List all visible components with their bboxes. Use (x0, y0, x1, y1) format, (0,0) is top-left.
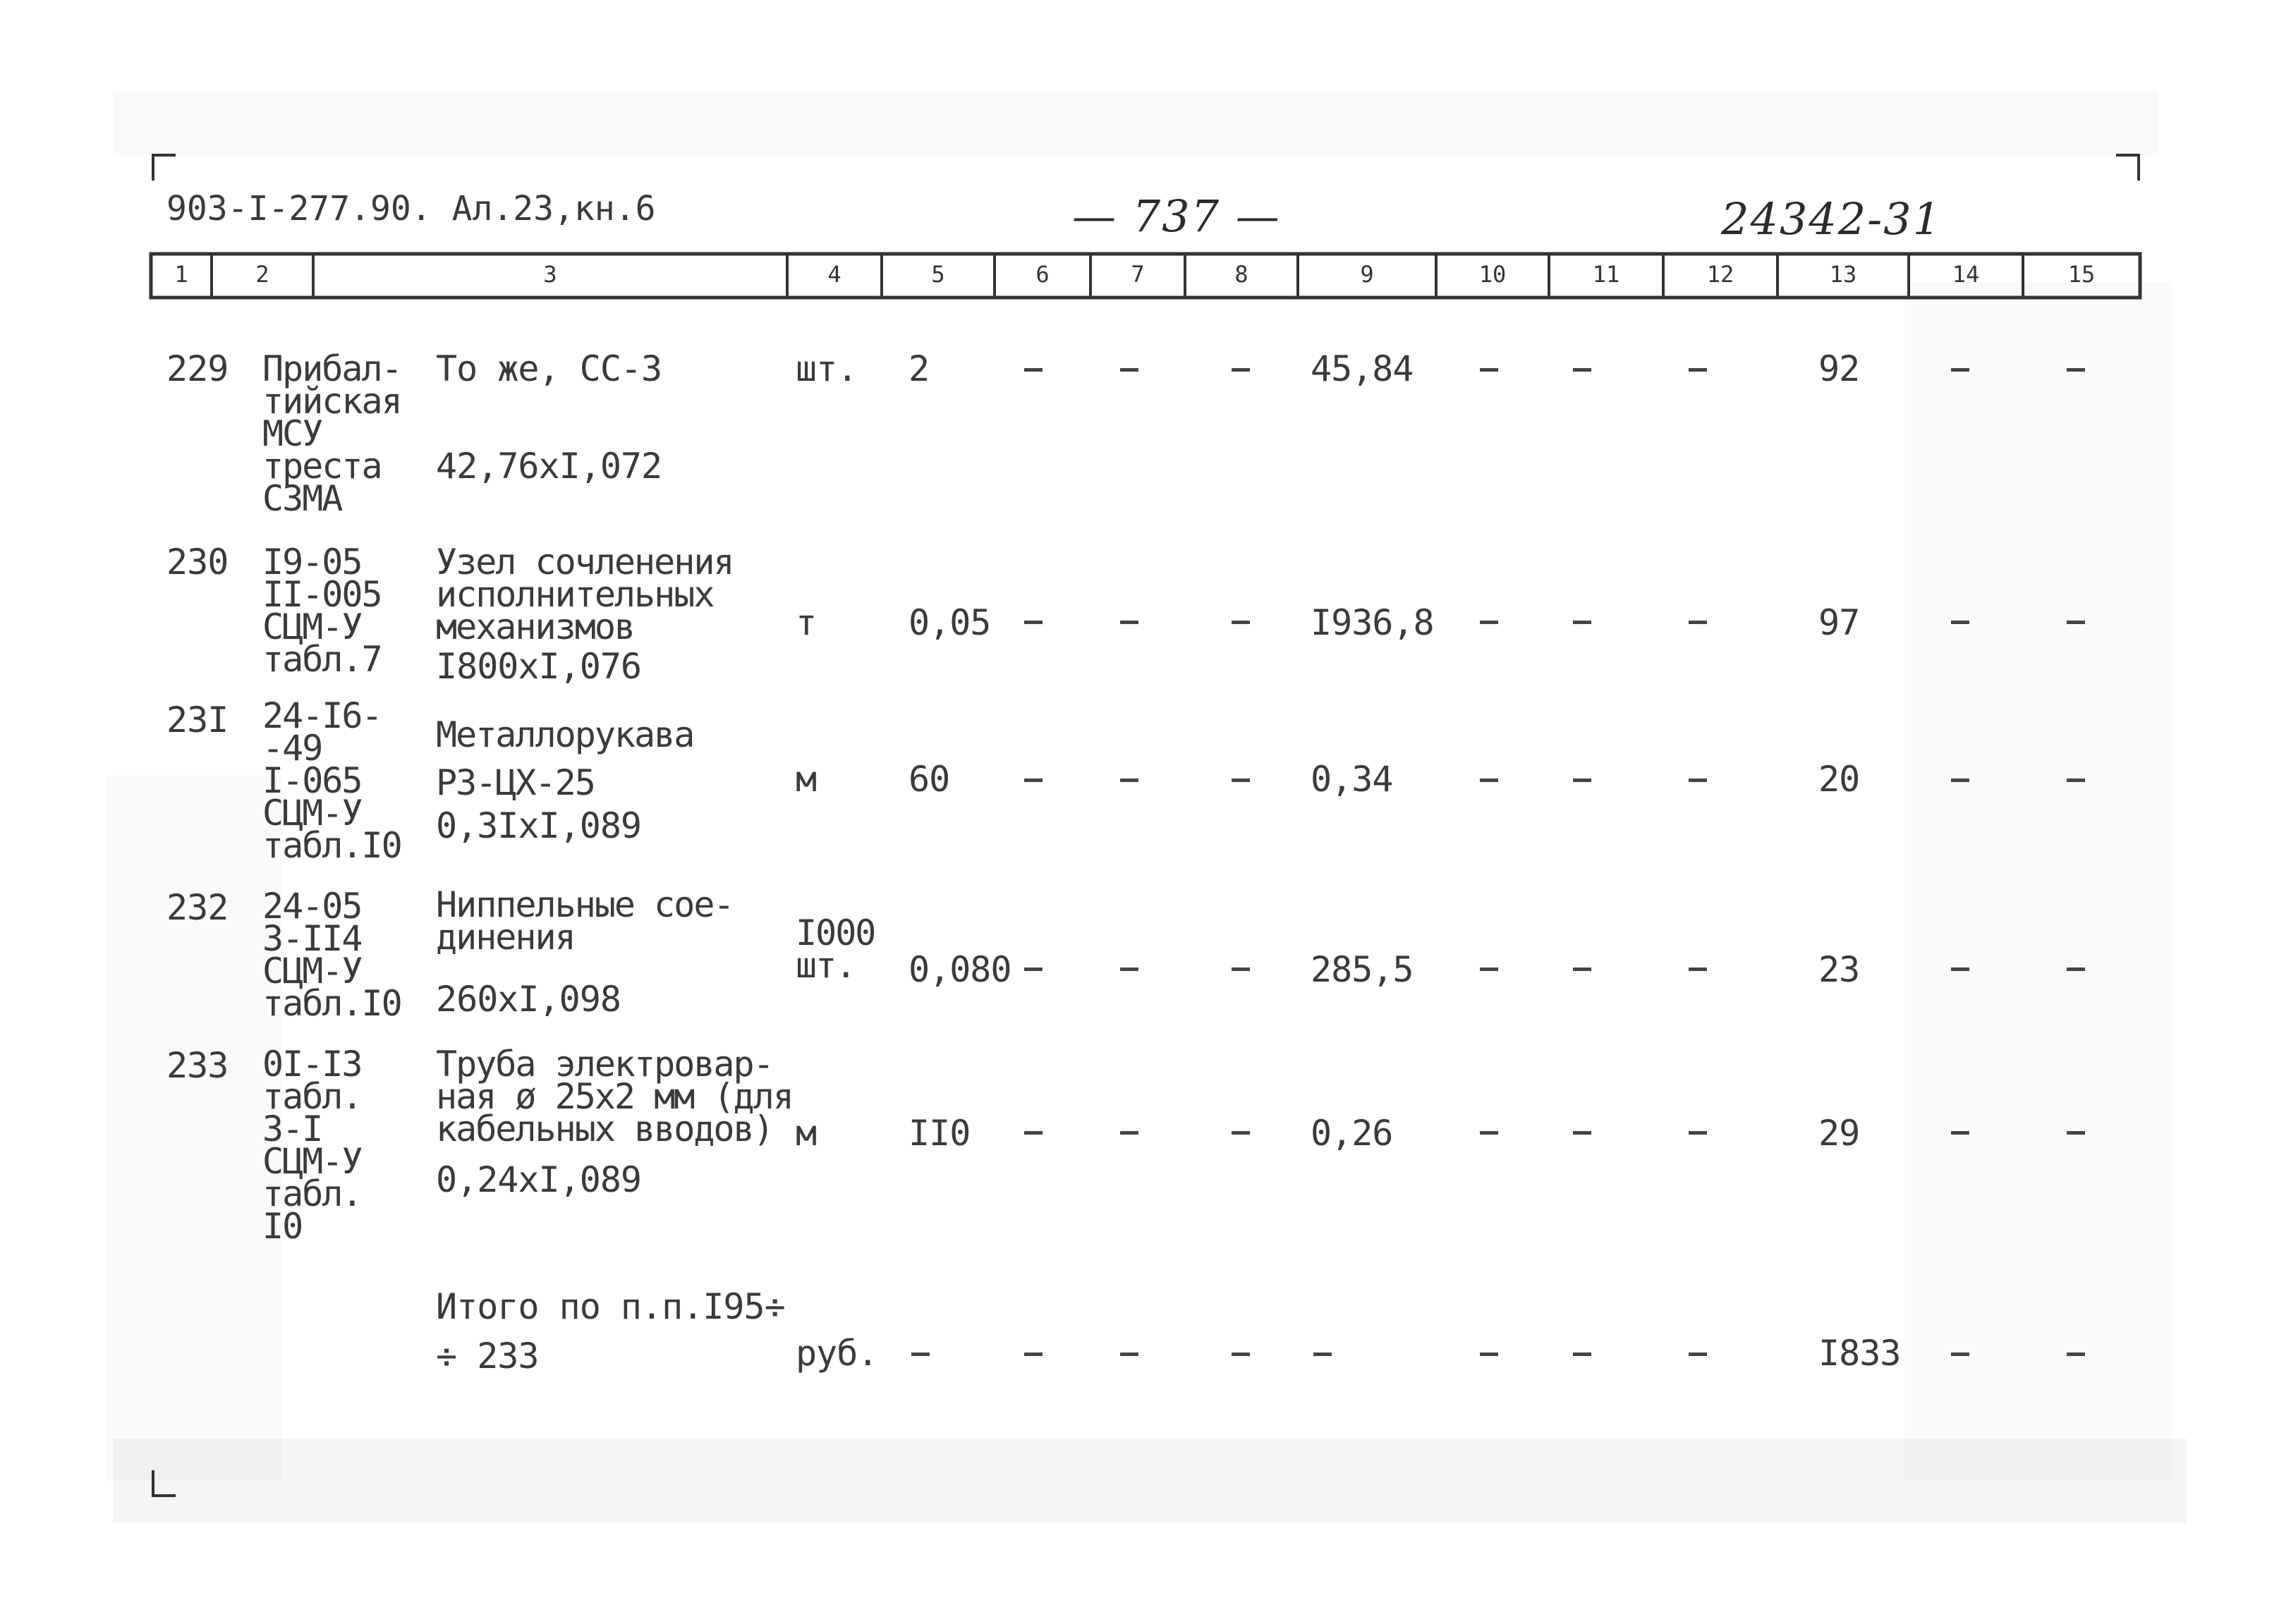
column-number: 4 (827, 261, 841, 288)
unit-price: 0,34 (1311, 759, 1393, 800)
empty-cell-dash (1024, 1131, 1043, 1135)
empty-cell-dash (1951, 779, 1969, 782)
price-calc: I800хI,076 (436, 646, 642, 687)
empty-cell-dash (1313, 1353, 1332, 1356)
total-cost: 29 (1818, 1113, 1860, 1154)
norm-code: 24-I6- -49 I-065 СЦМ-У табл.I0 (262, 695, 401, 866)
quantity: 0,080 (909, 949, 1011, 990)
norm-code: Прибал- тийская МСУ треста СЗМА (262, 348, 401, 519)
price-calc: 42,76хI,072 (436, 446, 662, 487)
row-number: 230 (166, 542, 229, 582)
empty-cell-dash (2067, 1131, 2085, 1135)
empty-cell-dash (1689, 1353, 1707, 1356)
empty-cell-dash (1480, 967, 1498, 971)
empty-cell-dash (1689, 1131, 1707, 1135)
empty-cell-dash (1120, 1131, 1138, 1135)
summary-total: I833 (1818, 1333, 1901, 1374)
empty-cell-dash (1232, 368, 1250, 372)
quantity: 2 (909, 348, 930, 389)
unit-price: 285,5 (1311, 949, 1414, 990)
column-number: 12 (1706, 261, 1734, 288)
sheet-id: 24342-31 (1721, 193, 1943, 245)
unit: I000 шт. (796, 912, 875, 986)
empty-cell-dash (1951, 621, 1969, 624)
column-number: 6 (1035, 261, 1050, 288)
column-number: 3 (543, 261, 557, 288)
item-name: Ниппельные сое- динения (436, 884, 734, 958)
quantity: II0 (909, 1113, 971, 1154)
unit: т (796, 602, 817, 643)
empty-cell-dash (1573, 1131, 1591, 1135)
column-number: 5 (931, 261, 945, 288)
empty-cell-dash (1232, 1353, 1250, 1356)
empty-cell-dash (1232, 967, 1250, 971)
column-number: 2 (255, 261, 269, 288)
scan-noise-left (106, 776, 282, 1481)
empty-cell-dash (1120, 368, 1138, 372)
column-number: 7 (1131, 261, 1145, 288)
column-number: 9 (1360, 261, 1374, 288)
empty-cell-dash (1951, 1353, 1969, 1356)
empty-cell-dash (1024, 967, 1043, 971)
total-cost: 92 (1818, 348, 1860, 389)
empty-cell-dash (1573, 967, 1591, 971)
empty-cell-dash (2067, 621, 2085, 624)
price-calc: 0,24хI,089 (436, 1159, 642, 1200)
empty-cell-dash (1480, 1353, 1498, 1356)
norm-code: 0I-I3 табл. 3-I СЦМ-У табл. I0 (262, 1044, 362, 1247)
empty-cell-dash (1024, 368, 1043, 372)
unit-price: 0,26 (1311, 1113, 1393, 1154)
empty-cell-dash (1120, 1353, 1138, 1356)
column-number: 13 (1829, 261, 1857, 288)
empty-cell-dash (1024, 1353, 1043, 1356)
empty-cell-dash (1480, 1131, 1498, 1135)
unit-price: I936,8 (1311, 602, 1434, 643)
total-cost: 23 (1818, 949, 1860, 990)
price-calc: 0,3IхI,089 (436, 805, 642, 846)
item-name: Металлорукава РЗ-ЦХ-25 (436, 714, 694, 803)
empty-cell-dash (1689, 368, 1707, 372)
empty-cell-dash (1573, 1353, 1591, 1356)
empty-cell-dash (1232, 621, 1250, 624)
empty-cell-dash (2067, 368, 2085, 372)
page-number: — 737 — (1072, 190, 1281, 242)
summary-label-line1: Итого по п.п.I95÷ (436, 1286, 785, 1327)
empty-cell-dash (1573, 621, 1591, 624)
empty-cell-dash (2067, 1353, 2085, 1356)
empty-cell-dash (1120, 621, 1138, 624)
empty-cell-dash (1689, 621, 1707, 624)
empty-cell-dash (2067, 967, 2085, 971)
column-number: 8 (1234, 261, 1248, 288)
empty-cell-dash (1120, 967, 1138, 971)
price-calc: 260хI,098 (436, 979, 621, 1020)
empty-cell-dash (1480, 368, 1498, 372)
empty-cell-dash (1689, 779, 1707, 782)
empty-cell-dash (1232, 1131, 1250, 1135)
empty-cell-dash (1951, 967, 1969, 971)
row-number: 233 (166, 1045, 229, 1086)
row-number: 229 (166, 348, 229, 389)
empty-cell-dash (1573, 368, 1591, 372)
empty-cell-dash (1024, 621, 1043, 624)
column-number: 10 (1478, 261, 1507, 288)
empty-cell-dash (1951, 1131, 1969, 1135)
corner-mark-bottom-left (152, 1470, 176, 1497)
empty-cell-dash (1120, 779, 1138, 782)
column-number: 11 (1592, 261, 1620, 288)
scan-noise-right (1904, 282, 2172, 1481)
empty-cell-dash (2067, 779, 2085, 782)
column-number: 1 (174, 261, 188, 288)
total-cost: 97 (1818, 602, 1860, 643)
scan-noise-bottom (113, 1439, 2187, 1523)
empty-cell-dash (911, 1353, 930, 1356)
summary-label-line2: ÷ 233 (436, 1336, 539, 1376)
empty-cell-dash (1951, 368, 1969, 372)
empty-cell-dash (1480, 779, 1498, 782)
item-name: То же, СС-3 (436, 348, 662, 389)
unit: м (796, 759, 817, 800)
row-number: 23I (166, 700, 229, 740)
quantity: 60 (909, 759, 950, 800)
document-code: 903-I-277.90. Ал.23,кн.6 (166, 189, 656, 228)
empty-cell-dash (1689, 967, 1707, 971)
empty-cell-dash (1232, 779, 1250, 782)
unit: м (796, 1113, 817, 1154)
column-number: 15 (2067, 261, 2096, 288)
empty-cell-dash (1480, 621, 1498, 624)
empty-cell-dash (1024, 779, 1043, 782)
norm-code: I9-05 II-005 СЦМ-У табл.7 (262, 542, 382, 680)
column-number: 14 (1952, 261, 1980, 288)
summary-unit: руб. (796, 1333, 878, 1374)
total-cost: 20 (1818, 759, 1860, 800)
norm-code: 24-05 3-II4 СЦМ-У табл.I0 (262, 886, 401, 1024)
item-name: Труба электровар- ная ø 25х2 мм (для кабельных вводов) (436, 1044, 793, 1149)
unit: шт. (796, 348, 858, 389)
unit-price: 45,84 (1311, 348, 1414, 389)
item-name: Узел сочленения исполнительных механизмов (436, 542, 734, 647)
column-header-strip (0, 0, 2291, 310)
empty-cell-dash (1573, 779, 1591, 782)
quantity: 0,05 (909, 602, 991, 643)
row-number: 232 (166, 887, 229, 928)
